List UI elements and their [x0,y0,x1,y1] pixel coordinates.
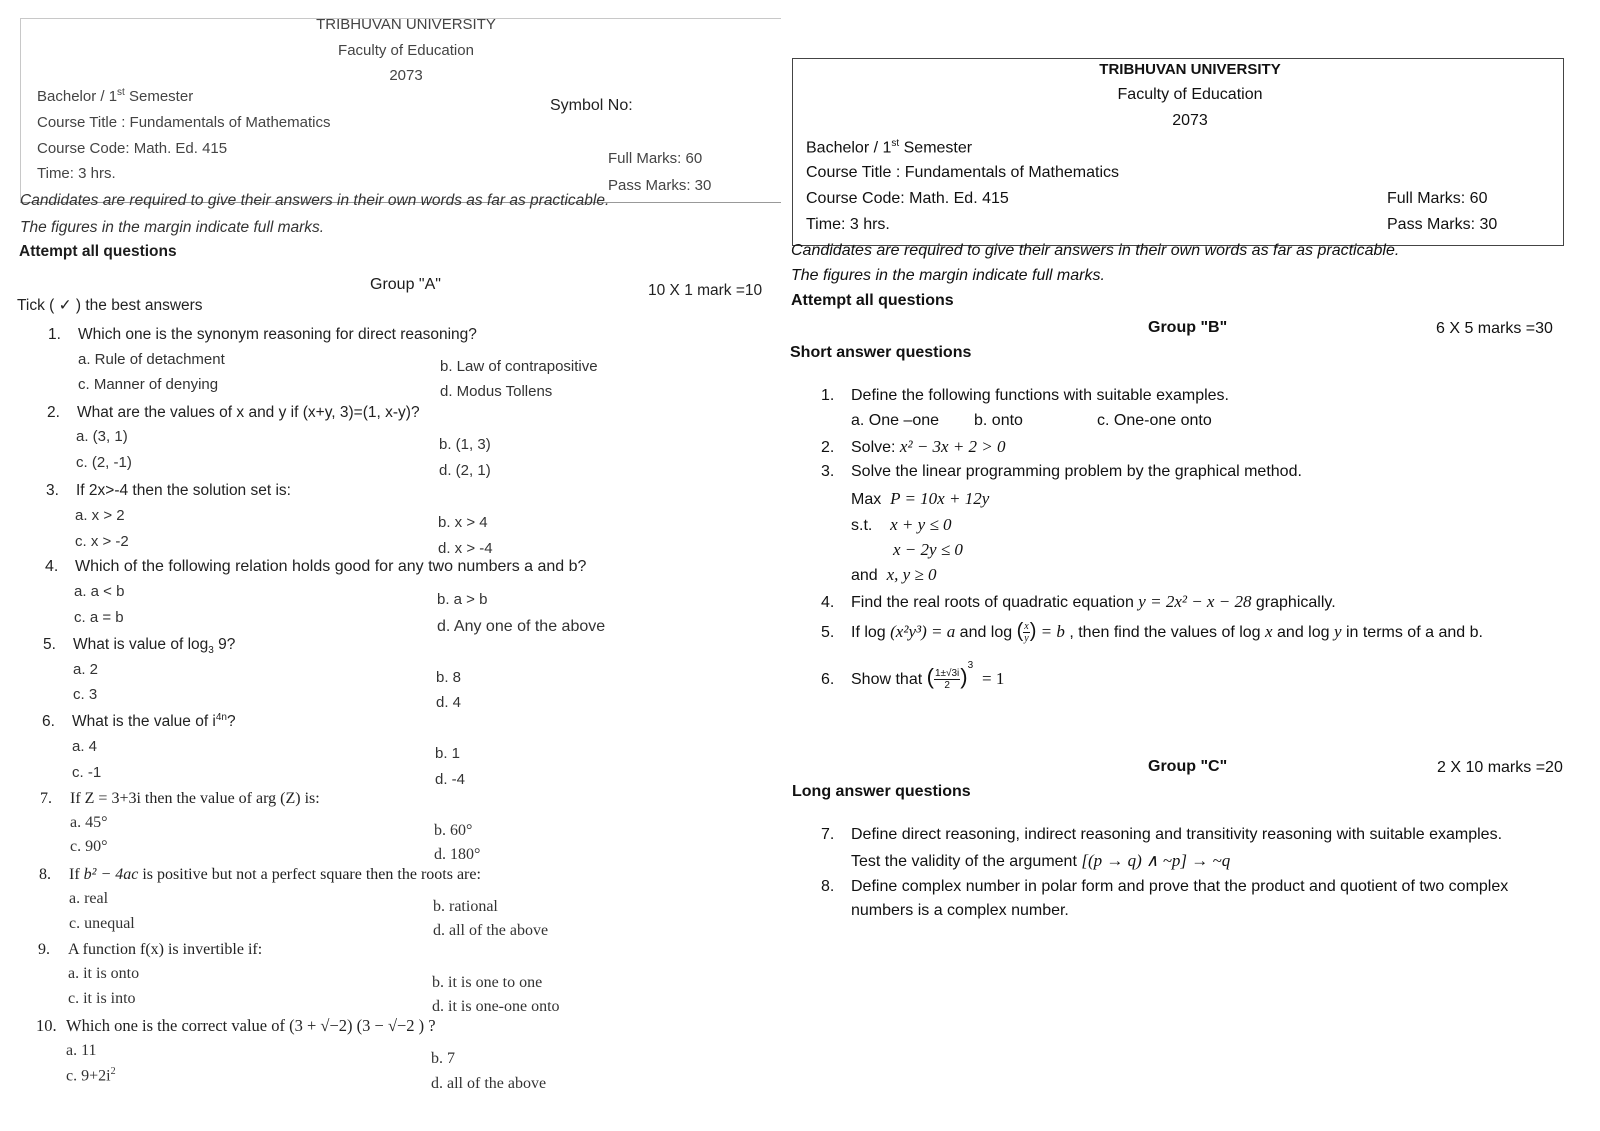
option-a4-a: a. a < b [74,583,125,600]
option-a8-c: c. unequal [69,915,135,932]
right-faculty: Faculty of Education [1117,86,1263,103]
long-answer-heading: Long answer questions [792,783,971,800]
option-a3-a: a. x > 2 [75,507,125,524]
right-course-code: Course Code: Math. Ed. 415 [806,190,1009,207]
question-a7: 7. If Z = 3+3i then the value of arg (Z) is: [40,790,320,807]
option-a1-b: b. Law of contrapositive [440,358,598,375]
option-a7-d: d. 180° [434,846,481,863]
right-year: 2073 [1172,112,1208,129]
option-a5-d: d. 4 [436,694,462,711]
question-b2: 2. Solve: x² − 3x + 2 > 0 [821,437,1006,456]
left-year: 2073 [389,67,423,84]
short-answer-heading: Short answer questions [790,344,972,361]
right-full-marks: Full Marks: 60 [1387,190,1488,207]
option-a2-b: b. (1, 3) [439,436,491,453]
option-a2-d: d. (2, 1) [439,462,491,479]
right-course-title: Course Title : Fundamentals of Mathematics [806,164,1120,181]
question-b1-option-a: a. One –one [851,412,940,429]
group-c-marks: 2 X 10 marks =20 [1437,759,1563,776]
option-a10-c: c. $9+2i^2$ [66,1066,116,1085]
option-a10-b: b. 7 [431,1050,455,1067]
question-a2: 2. What are the values of x and y if (x+y, 3)=(1, x-y)? [47,404,420,421]
question-c8: 8. Define complex number in polar form and prove that the product and quotient of two complex [821,878,1509,895]
question-a1: 1. Which one is the synonym reasoning for direct reasoning? [48,326,477,343]
question-a9: 9. A function f(x) is invertible if: [38,941,263,958]
group-a-title: Group "A" [370,276,441,293]
group-b-marks: 6 X 5 marks =30 [1436,320,1553,337]
option-a8-a: a. real [69,890,109,907]
option-a5-a: a. 2 [73,661,99,678]
question-a10: 10. Which one is the correct value of (3 + √−2) (3 − √−2 ) ? [36,1016,436,1035]
right-attempt-all: Attempt all questions [791,292,954,309]
question-b1-option-c: c. One-one onto [1097,412,1212,429]
left-faculty: Faculty of Education [338,42,474,59]
option-a9-d: d. it is one-one onto [432,998,560,1015]
question-a8: 8. If b² − 4ac is positive but not a perfect square then the roots are: [39,866,481,883]
option-a1-c: c. Manner of denying [78,376,219,393]
question-a6: 6. What is the value of $i^{4n}$? [42,712,236,731]
option-a2-c: c. (2, -1) [76,454,132,471]
option-a3-d: d. x > -4 [438,540,493,557]
option-a8-b: b. rational [433,898,498,915]
question-c7: 7. Define direct reasoning, indirect reasoning and transitivity reasoning with suitable examples. [821,826,1503,843]
option-a6-a: a. 4 [72,738,98,755]
option-a5-b: b. 8 [436,669,462,686]
option-a3-b: b. x > 4 [438,514,488,531]
option-a3-c: c. x > -2 [75,533,129,550]
option-a4-b: b. a > b [437,591,488,608]
option-a10-a: a. 11 [66,1042,97,1059]
lpp-constraint-3: and x, y ≥ 0 [851,565,937,584]
right-time: Time: 3 hrs. [806,216,890,233]
question-c8-line2: numbers is a complex number. [851,902,1069,919]
left-course-code: Course Code: Math. Ed. 415 [37,140,228,157]
group-c-title: Group "C" [1148,758,1228,775]
lpp-objective: Max P = 10x + 12y [851,489,990,508]
right-instruction-1: Candidates are required to give their answers in their own words as far as practicable. [791,242,1400,259]
option-a6-d: d. -4 [435,771,466,788]
question-b3: 3. Solve the linear programming problem by the graphical method. [821,463,1302,480]
left-course-title: Course Title : Fundamentals of Mathematics [37,114,331,131]
option-a6-b: b. 1 [435,745,461,762]
question-b6: 6. Show that ( $\frac{1\pm√3i}{2}$ )$^3$ = 1 [821,659,1005,692]
right-pass-marks: Pass Marks: 30 [1387,216,1498,233]
right-level: Bachelor / 1st Semester [806,138,973,157]
option-a6-c: c. -1 [72,764,102,781]
left-instruction-2: The figures in the margin indicate full marks. [20,219,325,236]
option-a7-a: a. 45° [70,814,108,831]
left-pass-marks: Pass Marks: 30 [608,177,712,194]
question-a5: 5. What is value of $\log_3 9$? [43,636,236,657]
question-b1: 1. Define the following functions with suitable examples. [821,387,1229,404]
question-a3: 3. If 2x>-4 then the solution set is: [46,482,291,499]
option-a9-c: c. it is into [68,990,136,1007]
option-a2-a: a. (3, 1) [76,428,128,445]
group-b-title: Group "B" [1148,319,1228,336]
question-b1-option-b: b. onto [974,412,1023,429]
option-a7-b: b. 60° [434,822,473,839]
option-a9-a: a. it is onto [68,965,140,982]
left-full-marks: Full Marks: 60 [608,150,703,167]
question-a4: 4. Which of the following relation holds good for any two numbers a and b? [45,558,587,575]
lpp-constraint-2: x − 2y ≤ 0 [893,540,963,559]
option-a5-c: c. 3 [73,686,98,703]
option-a10-d: d. all of the above [431,1075,547,1092]
left-instruction-1: Candidates are required to give their answers in their own words as far as practicable. [20,192,610,209]
option-a4-d: d. Any one of the above [437,618,606,635]
right-university: TRIBHUVAN UNIVERSITY [1099,61,1281,78]
option-a1-a: a. Rule of detachment [78,351,225,368]
option-a9-b: b. it is one to one [432,974,543,991]
tick-best-answers: Tick ( ✓ ) the best answers [17,297,203,314]
left-university: TRIBHUVAN UNIVERSITY [316,16,496,33]
left-symbol-no: Symbol No: [550,97,633,114]
right-instruction-2: The figures in the margin indicate full marks. [791,267,1105,284]
option-a8-d: d. all of the above [433,922,549,939]
group-a-marks: 10 X 1 mark =10 [648,282,763,299]
left-attempt-all: Attempt all questions [19,243,177,260]
question-b5: 5. If log (x²y³) = a and log ( $\frac{x}{y}$ ) = b , then find the values of log x and log y in terms of a and b. [821,620,1483,645]
left-level: Bachelor / 1st Semester [37,87,194,105]
lpp-constraint-1: s.t. x + y ≤ 0 [851,515,952,534]
option-a4-c: c. a = b [74,609,124,626]
option-a1-d: d. Modus Tollens [440,383,553,400]
question-b4: 4. Find the real roots of quadratic equation y = 2x² − x − 28 graphically. [821,592,1336,611]
left-time: Time: 3 hrs. [37,165,116,182]
question-c7-line2: Test the validity of the argument [(p → q) ∧ ~p] → ~q [851,851,1231,870]
option-a7-c: c. 90° [70,838,108,855]
